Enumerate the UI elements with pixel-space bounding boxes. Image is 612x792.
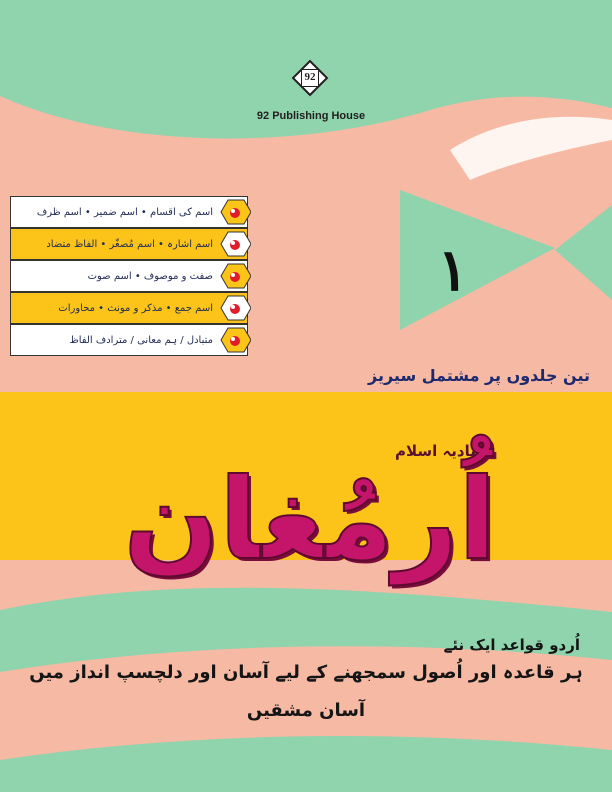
subtitle-line: اُردو قواعد ایک نئے bbox=[443, 636, 580, 654]
publisher-logo bbox=[290, 58, 330, 98]
topic-row bbox=[10, 228, 248, 260]
topic-row bbox=[10, 292, 248, 324]
pencil-eraser-icon bbox=[217, 230, 251, 258]
pencil-eraser-icon bbox=[217, 294, 251, 322]
tagline-line-2: آسان مشقیں bbox=[246, 700, 366, 721]
topic-row bbox=[10, 324, 248, 356]
pencil-eraser-icon bbox=[217, 262, 251, 290]
book-title: اُرمُغان bbox=[123, 455, 497, 585]
publisher-logo-text: 92 bbox=[304, 71, 316, 83]
pencil-eraser-icon bbox=[217, 326, 251, 354]
topic-row bbox=[10, 260, 248, 292]
topic-label: اسم اشارہ • اسم مُصغّر • الفاظ متضاد bbox=[46, 238, 213, 250]
tagline-line-1: ہر قاعدہ اور اُصول سمجھنے کے لیے آسان اور دلچسپ انداز میں bbox=[29, 662, 583, 683]
topic-label: اسم کی اقسام • اسم ضمیر • اسم ظرف bbox=[36, 206, 213, 218]
topic-row bbox=[10, 196, 248, 228]
topic-label: اسم جمع • مذکر و مونث • محاورات bbox=[58, 302, 213, 314]
pencil-eraser-icon bbox=[217, 198, 251, 226]
series-caption: تین جلدوں پر مشتمل سیریز bbox=[368, 366, 590, 385]
author-name: شادیہ اسلام bbox=[395, 442, 485, 460]
topic-label: متبادل / ہم معانی / مترادف الفاظ bbox=[69, 334, 213, 346]
publisher-name: 92 Publishing House bbox=[256, 110, 366, 122]
topic-label: صفت و موصوف • اسم صوت bbox=[87, 270, 213, 282]
volume-number: ۱ bbox=[437, 236, 469, 304]
